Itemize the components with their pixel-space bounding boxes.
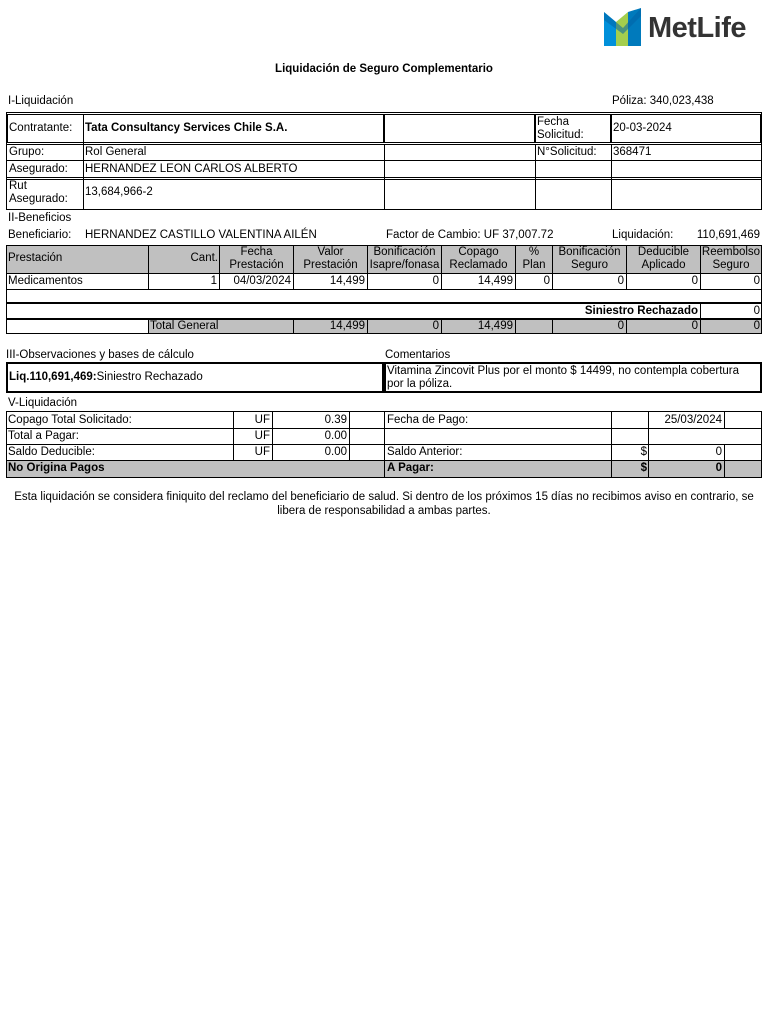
grupo-label: Grupo: <box>9 146 45 158</box>
a-pagar-label: A Pagar: <box>387 462 434 474</box>
row-prestacion: Medicamentos <box>8 275 83 287</box>
fecha-solicitud-value: 20-03-2024 <box>613 122 672 134</box>
header-reembolso-seguro: Reembolso Seguro <box>701 246 761 271</box>
section-1-heading: I-Liquidación <box>8 95 74 107</box>
contratante-label: Contratante: <box>9 122 73 134</box>
page-title: Liquidación de Seguro Complementario <box>275 63 493 75</box>
observacion-liq: Liq.110,691,469: <box>9 371 97 383</box>
saldo-anterior-value: 0 <box>715 446 722 458</box>
header-fecha-prestacion: Fecha Prestación <box>229 246 284 271</box>
total-reembolso: 0 <box>753 320 760 332</box>
copago-label: Copago Total Solicitado: <box>8 414 132 426</box>
liquidacion-label: Liquidación: <box>612 229 674 241</box>
fecha-pago-value: 25/03/2024 <box>664 414 722 426</box>
rut-label: Rut Asegurado: <box>9 180 68 205</box>
grupo-value: Rol General <box>85 146 147 158</box>
siniestro-value: 0 <box>753 305 760 317</box>
rut-value: 13,684,966-2 <box>85 186 153 198</box>
section-3-heading: III-Observaciones y bases de cálculo <box>6 349 194 361</box>
contratante-value: Tata Consultancy Services Chile S.A. <box>85 122 288 134</box>
header-deducible-aplicado: Deducible Aplicado <box>637 246 690 271</box>
saldo-deducible-unit: UF <box>254 446 270 458</box>
total-pagar-value: 0.00 <box>324 430 347 442</box>
saldo-anterior-label: Saldo Anterior: <box>387 446 463 458</box>
footer-disclaimer: Esta liquidación se considera finiquito del reclamo del beneficiario de salud. Si dentro de los próximos 15 días no recibimos aviso en contrario, se libera de responsabilidad a ambas partes. <box>14 491 754 517</box>
a-pagar-unit: $ <box>640 462 647 474</box>
poliza: Póliza: 340,023,438 <box>612 95 714 107</box>
saldo-deducible-value: 0.00 <box>324 446 347 458</box>
saldo-anterior-unit: $ <box>640 446 647 458</box>
row-fecha: 04/03/2024 <box>233 275 291 287</box>
observacion-text: Siniestro Rechazado <box>96 371 203 383</box>
no-origina-pagos: No Origina Pagos <box>8 462 105 474</box>
metlife-logo <box>604 8 764 48</box>
total-pagar-unit: UF <box>254 430 270 442</box>
siniestro-label: Siniestro Rechazado <box>584 305 698 317</box>
factor-cambio: Factor de Cambio: UF 37,007.72 <box>386 229 554 241</box>
row-deducible: 0 <box>691 275 698 287</box>
fecha-solicitud-label: Fecha Solicitud: <box>537 116 584 141</box>
row-bonif-isapre: 0 <box>432 275 439 287</box>
total-label: Total General <box>150 320 219 332</box>
row-reembolso: 0 <box>753 275 760 287</box>
row-plan: 0 <box>543 275 550 287</box>
beneficiario-value: HERNANDEZ CASTILLO VALENTINA AILÉN <box>85 229 317 241</box>
header-copago-reclamado: Copago Reclamado <box>449 246 508 271</box>
row-bonif-seguro: 0 <box>617 275 624 287</box>
header-plan: % Plan <box>522 246 546 271</box>
beneficiario-label: Beneficiario: <box>8 229 72 241</box>
header-bonificacion-isapre: Bonificación Isapre/fonasa <box>369 246 440 271</box>
nsolicitud-label: N°Solicitud: <box>537 146 597 158</box>
asegurado-value: HERNANDEZ LEON CARLOS ALBERTO <box>85 163 298 175</box>
total-pagar-label: Total a Pagar: <box>8 430 79 442</box>
row-cant: 1 <box>210 275 217 287</box>
copago-value: 0.39 <box>324 414 347 426</box>
total-valor: 14,499 <box>329 320 365 332</box>
a-pagar-value: 0 <box>715 462 722 474</box>
liquidacion-value: 110,691,469 <box>696 229 760 241</box>
section-2-heading: II-Beneficios <box>8 212 72 224</box>
header-prestacion: Prestación <box>8 252 63 264</box>
nsolicitud-value: 368471 <box>613 146 652 158</box>
fecha-pago-label: Fecha de Pago: <box>387 414 469 426</box>
comentario-text: Vitamina Zincovit Plus por el monto $ 14499, no contempla cobertura por la póliza. <box>387 365 740 390</box>
metlife-wordmark: MetLife <box>648 12 746 44</box>
row-copago: 14,499 <box>477 275 513 287</box>
total-bonif-seguro: 0 <box>617 320 624 332</box>
observacion <box>9 371 203 384</box>
row-valor: 14,499 <box>329 275 365 287</box>
section-5-heading: V-Liquidación <box>8 397 78 409</box>
total-bonif-isapre: 0 <box>432 320 439 332</box>
total-deducible: 0 <box>691 320 698 332</box>
header-bonificacion-seguro: Bonificación Seguro <box>558 246 621 271</box>
asegurado-label: Asegurado: <box>9 163 68 175</box>
metlife-logo-icon <box>604 8 642 48</box>
copago-unit: UF <box>254 414 270 426</box>
header-valor-prestacion: Valor Prestación <box>303 246 358 271</box>
total-copago: 14,499 <box>477 320 513 332</box>
header-cant: Cant. <box>190 252 218 264</box>
comentarios-heading: Comentarios <box>385 349 451 361</box>
saldo-deducible-label: Saldo Deducible: <box>8 446 95 458</box>
